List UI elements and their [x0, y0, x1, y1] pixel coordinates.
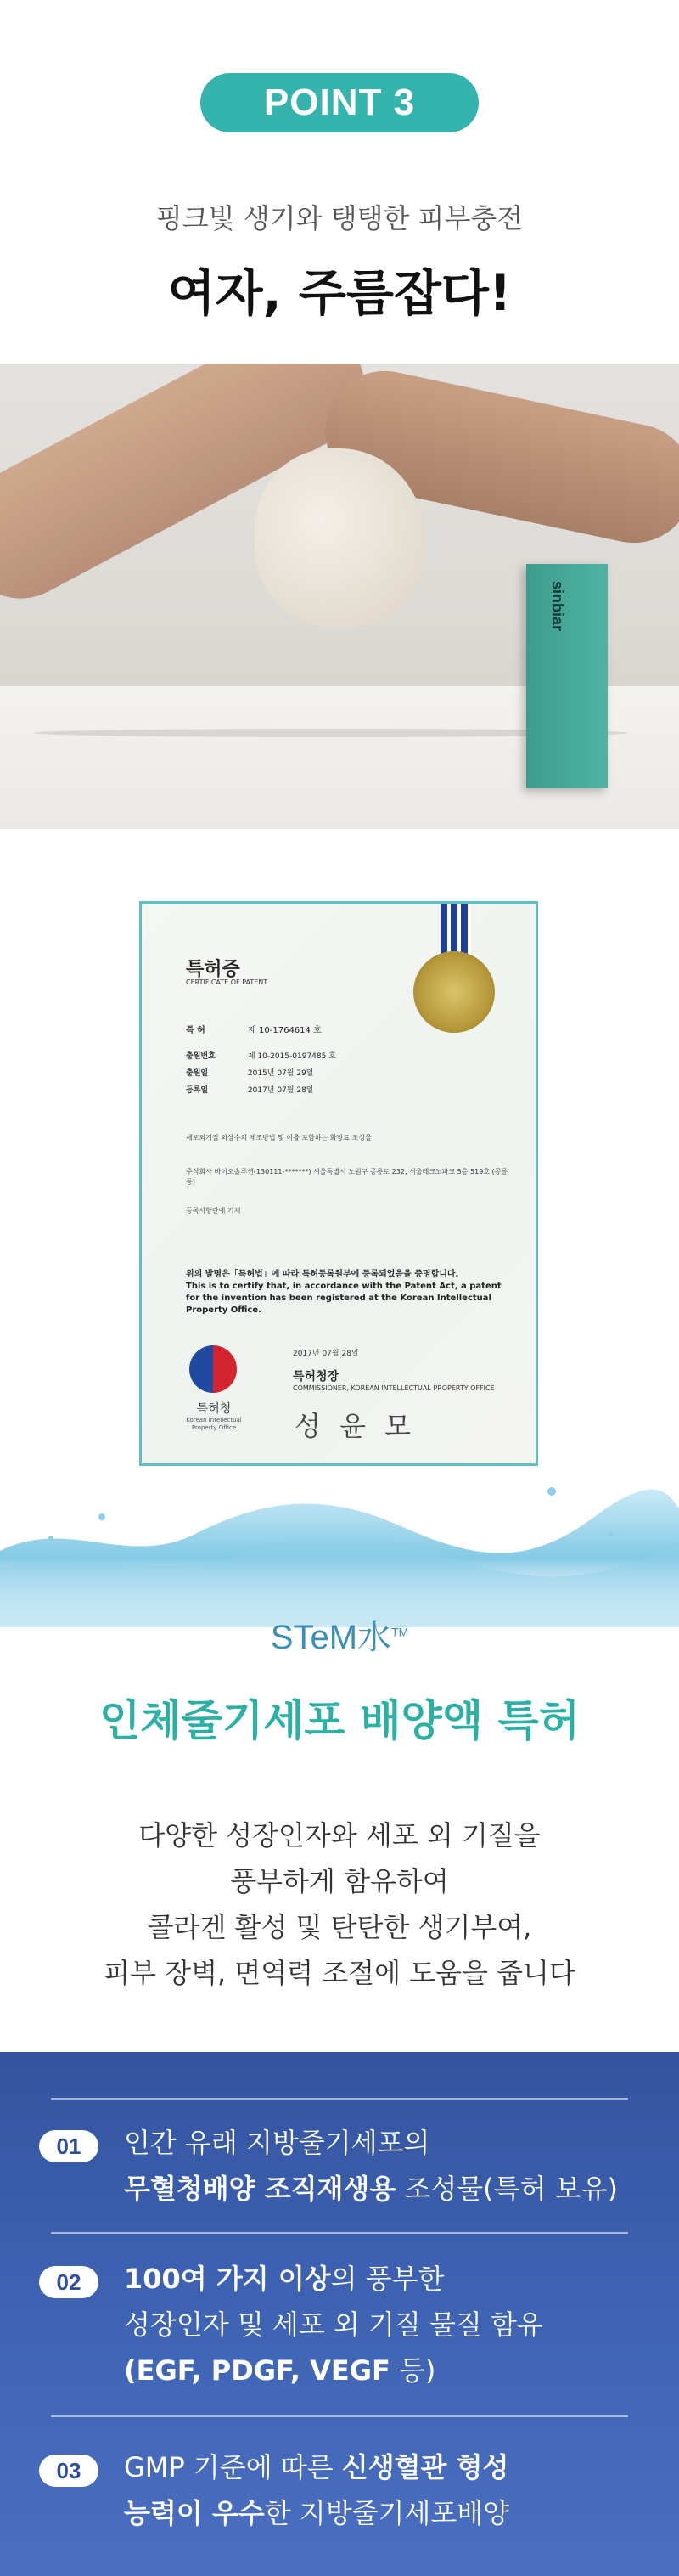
point-emphasis: (EGF, PDGF, VEGF	[124, 2354, 390, 2387]
kipo-logo-text: 특허청	[196, 1402, 232, 1416]
filing-date: 2015년 07월 29일	[247, 1069, 314, 1078]
office-kr: 특허청장	[293, 1370, 340, 1384]
point-line: 성장인자 및 세포 외 기질 물질 함유	[124, 2308, 543, 2341]
registration-row	[186, 1084, 314, 1095]
water-splash-image	[0, 1440, 679, 1627]
point-item-1	[124, 2120, 642, 2212]
point-line	[124, 2256, 642, 2302]
point-text: 조성물(특허 보유)	[396, 2173, 618, 2205]
certificate-subtitle: CERTIFICATE OF PATENT	[186, 978, 268, 986]
filing-label: 출원일	[186, 1069, 209, 1078]
inventor: 등록사항란에 기재	[186, 1207, 241, 1215]
feature-points-section	[0, 2052, 679, 2576]
patent-number-row	[186, 1023, 322, 1035]
point-text: 한 지방줄기세포배양	[264, 2497, 510, 2529]
stem-logo	[0, 1610, 679, 1659]
patent-holder: 주식회사 바이오솔루션(130111-*******) 서울특별시 노원구 공릉로 232, 서울테크노파크 5층 519호 (공릉동)	[186, 1168, 508, 1186]
patent-label: 특 허	[186, 1026, 205, 1035]
point-emphasis: 100여 가지 이상	[124, 2263, 331, 2295]
patent-certificate	[139, 901, 538, 1466]
application-label: 출원번호	[186, 1052, 216, 1061]
point-text: 등)	[390, 2354, 436, 2387]
point-item-3	[124, 2444, 642, 2536]
section-subtitle: 핑크빛 생기와 탱탱한 피부충전	[155, 202, 524, 234]
registration-date: 2017년 07월 28일	[247, 1086, 314, 1095]
invention-title: 세포외기질 외상수의 제조방법 및 이를 포함하는 화장료 조성물	[186, 1134, 372, 1141]
patent-section	[0, 829, 679, 2052]
point-text: 의 풍부한	[330, 2263, 445, 2295]
kipo-logo-en: Korean Intellectual Property Office	[186, 1417, 242, 1431]
model-product-photo	[0, 364, 679, 829]
patent-headline: 인체줄기세포 배양액 특허	[98, 1696, 581, 1745]
point-number-badge: 01	[39, 2130, 98, 2162]
point-line	[124, 2348, 642, 2393]
office-en: COMMISSIONER, KOREAN INTELLECTUAL PROPERTY OFFICE	[293, 1384, 495, 1392]
point-number-badge: 02	[39, 2266, 98, 2298]
kipo-logo-icon	[189, 1345, 237, 1393]
point-header-section	[0, 0, 679, 364]
point-emphasis: 무혈청배양 조직재생용	[124, 2173, 396, 2205]
point-number-badge: 03	[39, 2455, 98, 2487]
filing-row	[186, 1067, 314, 1078]
point-text: GMP 기준에 따른	[124, 2451, 342, 2483]
certify-kr: 위의 발명은「특허법」에 따라 특허등록원부에 등록되었음을 증명합니다.	[186, 1270, 459, 1279]
gold-seal-icon	[413, 951, 495, 1033]
certify-text	[186, 1269, 508, 1316]
point-emphasis: 신생혈관 형성	[341, 2451, 509, 2483]
point-badge: POINT 3	[200, 73, 479, 132]
description-line: 풍부하게 함유하여	[230, 1865, 449, 1897]
stem-logo-tm: TM	[391, 1625, 409, 1639]
section-title: 여자, 주름잡다!	[167, 264, 512, 322]
application-number: 제 10-2015-0197485 호	[247, 1052, 336, 1061]
point-line	[124, 2444, 642, 2490]
registration-label: 등록일	[186, 1086, 209, 1095]
point-emphasis: 능력이 우수	[124, 2497, 265, 2529]
product-brand-label: sinbiar	[549, 581, 566, 632]
application-row	[186, 1050, 336, 1061]
point-item-2	[124, 2256, 642, 2393]
divider	[51, 2098, 628, 2100]
divider	[51, 2232, 628, 2234]
divider	[51, 2415, 628, 2417]
product-box	[526, 564, 608, 788]
certify-en: This is to certify that, in accordance with the Patent Act, a patent for the invention has been registered at the Korean Intellectual Property Office.	[186, 1282, 502, 1315]
patent-number: 제 10-1764614 호	[248, 1026, 322, 1035]
point-line	[124, 2166, 642, 2212]
model-underwear	[255, 448, 424, 627]
description-line: 피부 장벽, 면역력 조절에 도움을 줍니다	[104, 1957, 575, 1989]
description-line: 콜라겐 활성 및 탄탄한 생기부여,	[147, 1911, 532, 1943]
point-line	[124, 2490, 642, 2536]
point-line: 인간 유래 지방줄기세포의	[124, 2127, 430, 2159]
patent-description	[0, 1812, 679, 1996]
certificate-title: 특허증	[186, 959, 240, 980]
stem-logo-text: STeM水	[270, 1619, 392, 1656]
description-line: 다양한 성장인자와 세포 외 기질을	[138, 1819, 541, 1852]
commissioner-signature: 성 윤 모	[295, 1410, 417, 1442]
issue-date: 2017년 07월 28일	[293, 1350, 359, 1358]
